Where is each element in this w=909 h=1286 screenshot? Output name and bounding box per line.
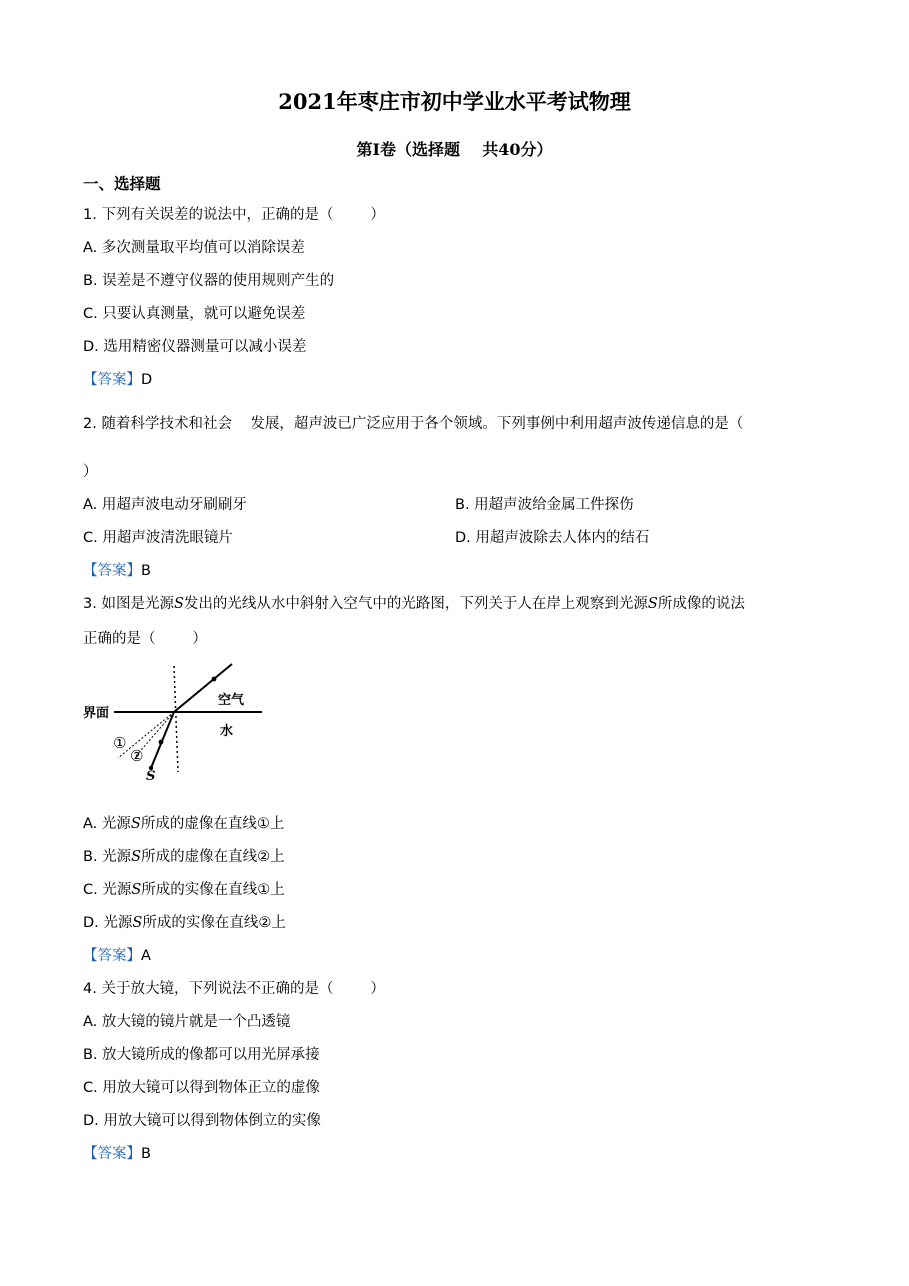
q3-option-c [83,880,285,900]
answer-tag: 【答案】 [83,948,141,964]
q3-option-d [83,913,286,933]
incident-ray [151,712,174,768]
option-suffix: 所成的实像在直线①上 [141,882,285,898]
line-2-label: ② [130,747,144,765]
q2-answer-value: B [141,563,151,579]
q3-stem-line1 [83,594,745,614]
source-symbol: S [130,816,141,832]
option-suffix: 所成的虚像在直线②上 [141,849,285,865]
q1-option-a: A. 多次测量取平均值可以消除误差 [83,240,305,256]
q1-answer-value: D [141,372,153,388]
answer-tag: 【答案】 [83,563,141,579]
option-suffix: 所成的实像在直线②上 [142,915,286,931]
section-heading: 一、选择题 [83,175,161,193]
q2-option-a: A. 用超声波电动牙刷刷牙 [83,497,247,513]
interface-label: 界面 [83,706,110,721]
page-title: 2021年枣庄市初中学业水平考试物理 [278,89,631,114]
option-prefix: C. 光源 [83,882,132,898]
q3-stem-post: 所成像的说法 [657,596,745,612]
option-prefix: D. 光源 [83,915,133,931]
q1-option-c: C. 只要认真测量，就可以避免误差 [83,306,306,322]
q3-option-a [83,814,284,834]
line-1-label: ① [113,734,127,752]
page-subtitle: 第Ⅰ卷（选择题 共40分） [356,140,553,159]
q4-option-b: B. 放大镜所成的像都可以用光屏承接 [83,1047,320,1063]
q2-option-d: D. 用超声波除去人体内的结石 [455,530,650,546]
q1-stem: 1. 下列有关误差的说法中，正确的是（ ） [83,207,385,223]
q3-answer-value: A [141,948,151,964]
source-symbol: S [647,596,658,612]
source-symbol: S [131,882,142,898]
water-label: 水 [220,724,234,739]
q4-option-a: A. 放大镜的镜片就是一个凸透镜 [83,1014,291,1030]
q4-stem: 4. 关于放大镜，下列说法不正确的是（ ） [83,981,385,997]
q1-option-d: D. 选用精密仪器测量可以减小误差 [83,339,307,355]
source-symbol: S [132,915,143,931]
q1-option-b: B. 误差是不遵守仪器的使用规则产生的 [83,273,335,289]
q3-answer [83,946,151,966]
normal-line [174,666,178,772]
option-prefix: A. 光源 [83,816,131,832]
q2-option-c: C. 用超声波清洗眼镜片 [83,530,233,546]
answer-tag: 【答案】 [83,372,141,388]
option-prefix: B. 光源 [83,849,132,865]
source-symbol: S [131,849,142,865]
q4-answer-value: B [141,1146,151,1162]
air-label: 空气 [218,693,245,708]
option-suffix: 所成的虚像在直线①上 [140,816,285,832]
q4-option-c: C. 用放大镜可以得到物体正立的虚像 [83,1080,320,1096]
ray-arrow-dot [212,677,217,682]
q2-answer [83,561,151,581]
q3-option-b [83,847,285,867]
q1-answer [83,370,152,390]
q2-option-b: B. 用超声波给金属工件探伤 [455,497,634,513]
refraction-diagram [80,660,270,785]
q3-stem-pre: 3. 如图是光源 [83,596,174,612]
source-symbol: S [173,596,184,612]
q2-stem-line1: 2. 随着科学技术和社会 发展，超声波已广泛应用于各个领域。下列事例中利用超声波传递信息的是（ [83,416,744,432]
q4-answer [83,1144,151,1164]
q4-option-d: D. 用放大镜可以得到物体倒立的实像 [83,1113,321,1129]
q3-stem-line2: 正确的是（ ） [83,631,207,647]
q3-stem-mid: 发出的光线从水中斜射入空气中的光路图，下列关于人在岸上观察到光源 [183,596,648,612]
ray-arrow-dot [159,740,164,745]
source-label: S [146,769,156,784]
q2-stem-line2: ） [83,464,98,480]
answer-tag: 【答案】 [83,1146,141,1162]
